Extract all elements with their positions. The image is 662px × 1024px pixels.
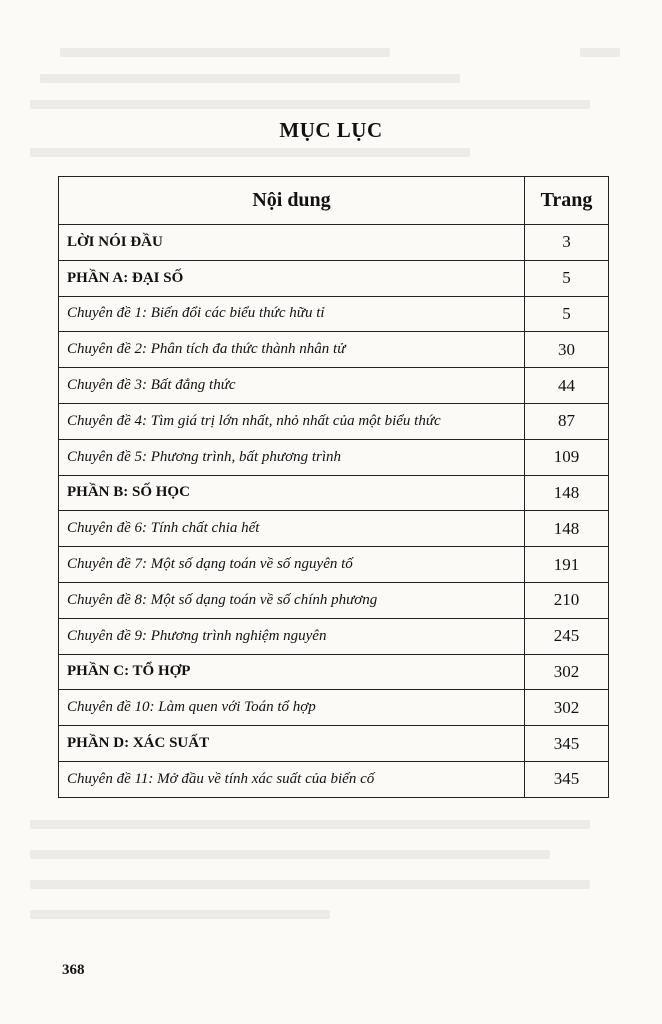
toc-entry-page: 210 (525, 582, 609, 618)
toc-chapter-row (59, 368, 609, 404)
toc-entry-label: Chuyên đề 11: Mở đầu về tính xác suất của biến cố (59, 761, 525, 797)
toc-chapter-row (59, 547, 609, 583)
toc-entry-page: 345 (525, 761, 609, 797)
toc-entry-label: Chuyên đề 3: Bất đẳng thức (59, 368, 525, 404)
toc-entry-page: 5 (525, 296, 609, 332)
toc-part-row (59, 654, 609, 690)
toc-entry-label: Chuyên đề 4: Tìm giá trị lớn nhất, nhỏ nhất của một biểu thức (59, 403, 525, 439)
toc-entry-page: 148 (525, 511, 609, 547)
header-content: Nội dung (59, 177, 525, 225)
toc-entry-page: 245 (525, 618, 609, 654)
toc-entry-label: Chuyên đề 9: Phương trình nghiệm nguyên (59, 618, 525, 654)
toc-body (59, 225, 609, 798)
toc-chapter-row (59, 690, 609, 726)
page-title: MỤC LỤC (279, 118, 383, 142)
toc-entry-page: 302 (525, 690, 609, 726)
toc-entry-label: LỜI NÓI ĐẦU (59, 225, 525, 261)
toc-entry-label: Chuyên đề 7: Một số dạng toán về số nguyên tố (59, 547, 525, 583)
toc-chapter-row (59, 403, 609, 439)
toc-chapter-row (59, 511, 609, 547)
toc-part-row (59, 475, 609, 511)
toc-chapter-row (59, 439, 609, 475)
toc-entry-label: Chuyên đề 6: Tính chất chia hết (59, 511, 525, 547)
toc-entry-label: Chuyên đề 8: Một số dạng toán về số chính phương (59, 582, 525, 618)
toc-entry-label: PHẦN C: TỔ HỢP (59, 654, 525, 690)
header-page: Trang (525, 177, 609, 225)
toc-chapter-row (59, 618, 609, 654)
toc-chapter-row (59, 582, 609, 618)
toc-entry-page: 345 (525, 726, 609, 762)
toc-entry-page: 148 (525, 475, 609, 511)
toc-entry-page: 191 (525, 547, 609, 583)
toc-entry-label: Chuyên đề 1: Biến đổi các biểu thức hữu tỉ (59, 296, 525, 332)
toc-entry-page: 302 (525, 654, 609, 690)
page-number: 368 (62, 962, 85, 978)
toc-entry-label: Chuyên đề 10: Làm quen với Toán tổ hợp (59, 690, 525, 726)
toc-entry-page: 109 (525, 439, 609, 475)
toc-entry-label: PHẦN D: XÁC SUẤT (59, 726, 525, 762)
toc-chapter-row (59, 332, 609, 368)
toc-part-row (59, 726, 609, 762)
toc-entry-label: PHẦN B: SỐ HỌC (59, 475, 525, 511)
table-of-contents (58, 176, 609, 798)
toc-entry-page: 3 (525, 225, 609, 261)
toc-entry-label: Chuyên đề 2: Phân tích đa thức thành nhân tử (59, 332, 525, 368)
toc-part-row (59, 225, 609, 261)
toc-chapter-row (59, 296, 609, 332)
toc-part-row (59, 260, 609, 296)
toc-chapter-row (59, 761, 609, 797)
toc-entry-page: 44 (525, 368, 609, 404)
toc-entry-label: Chuyên đề 5: Phương trình, bất phương trình (59, 439, 525, 475)
toc-entry-label: PHẦN A: ĐẠI SỐ (59, 260, 525, 296)
toc-entry-page: 5 (525, 260, 609, 296)
toc-entry-page: 87 (525, 403, 609, 439)
toc-header-row (59, 177, 609, 225)
toc-entry-page: 30 (525, 332, 609, 368)
